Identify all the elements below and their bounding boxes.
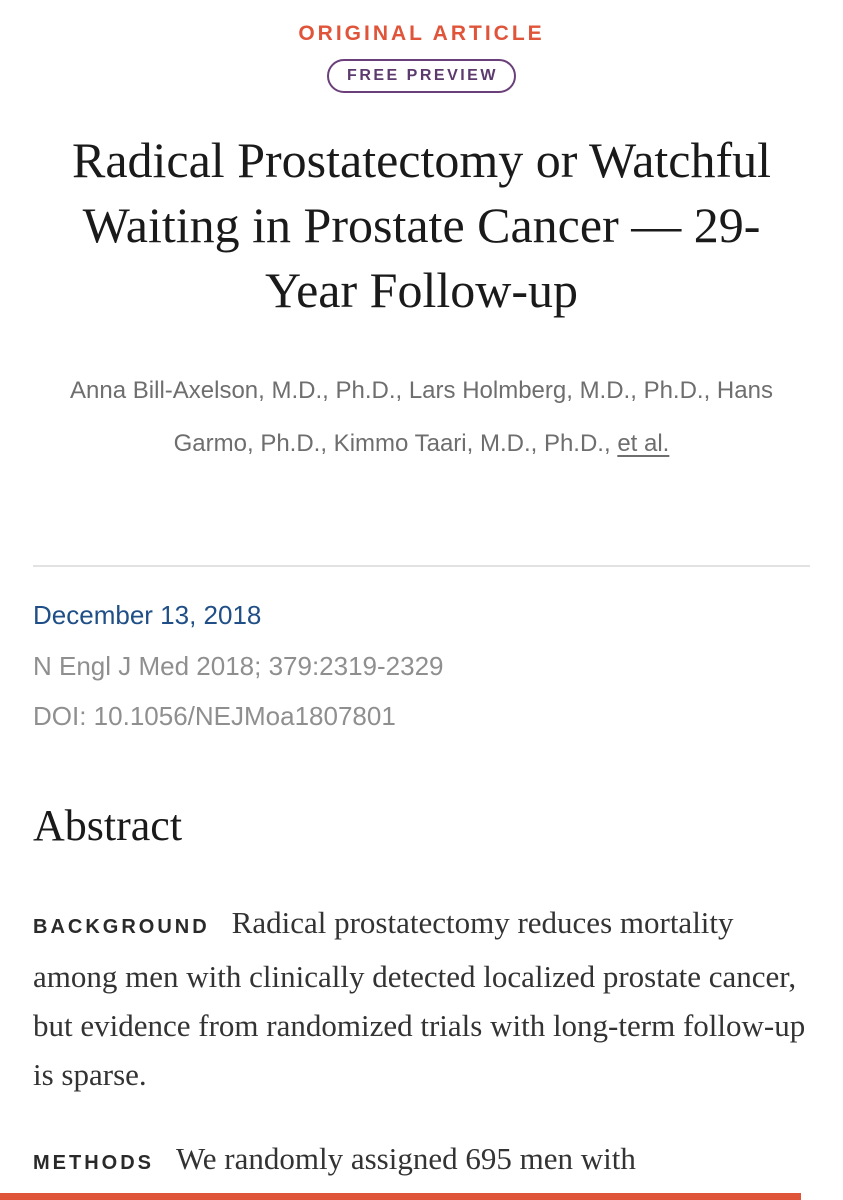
section-label-background: BACKGROUND (33, 916, 210, 938)
author-names: Anna Bill-Axelson, M.D., Ph.D., Lars Holmberg, M.D., Ph.D., Hans Garmo, Ph.D., Kimmo Taari, M.D., Ph.D., (70, 377, 773, 457)
free-preview-badge: FREE PREVIEW (327, 59, 516, 93)
publication-date: December 13, 2018 (33, 600, 262, 630)
abstract-section-methods (33, 1134, 813, 1188)
divider (33, 565, 810, 567)
section-text-methods: We randomly assigned 695 men with (176, 1141, 636, 1176)
article-title: Radical Prostatectomy or Watchful Waiting in Prostate Cancer — 29-Year Follow-up (71, 132, 772, 318)
abstract-heading: Abstract (33, 801, 183, 850)
article-type-label: ORIGINAL ARTICLE (298, 22, 545, 45)
reading-progress-fill (0, 1193, 801, 1200)
journal-citation: N Engl J Med 2018; 379:2319-2329 (33, 651, 444, 681)
badge-container (0, 59, 843, 93)
et-al-link[interactable]: et al. (617, 430, 670, 457)
author-list (70, 364, 773, 470)
doi: DOI: 10.1056/NEJMoa1807801 (33, 701, 396, 731)
abstract-section-background (33, 898, 813, 1099)
section-text-background: Radical prostatectomy reduces mortality among men with clinically detected localized prostate cancer, but evidence from randomized trials with long-term follow-up is sparse. (33, 905, 806, 1092)
section-label-methods: METHODS (33, 1152, 154, 1174)
reading-progress-bar (0, 1193, 843, 1200)
